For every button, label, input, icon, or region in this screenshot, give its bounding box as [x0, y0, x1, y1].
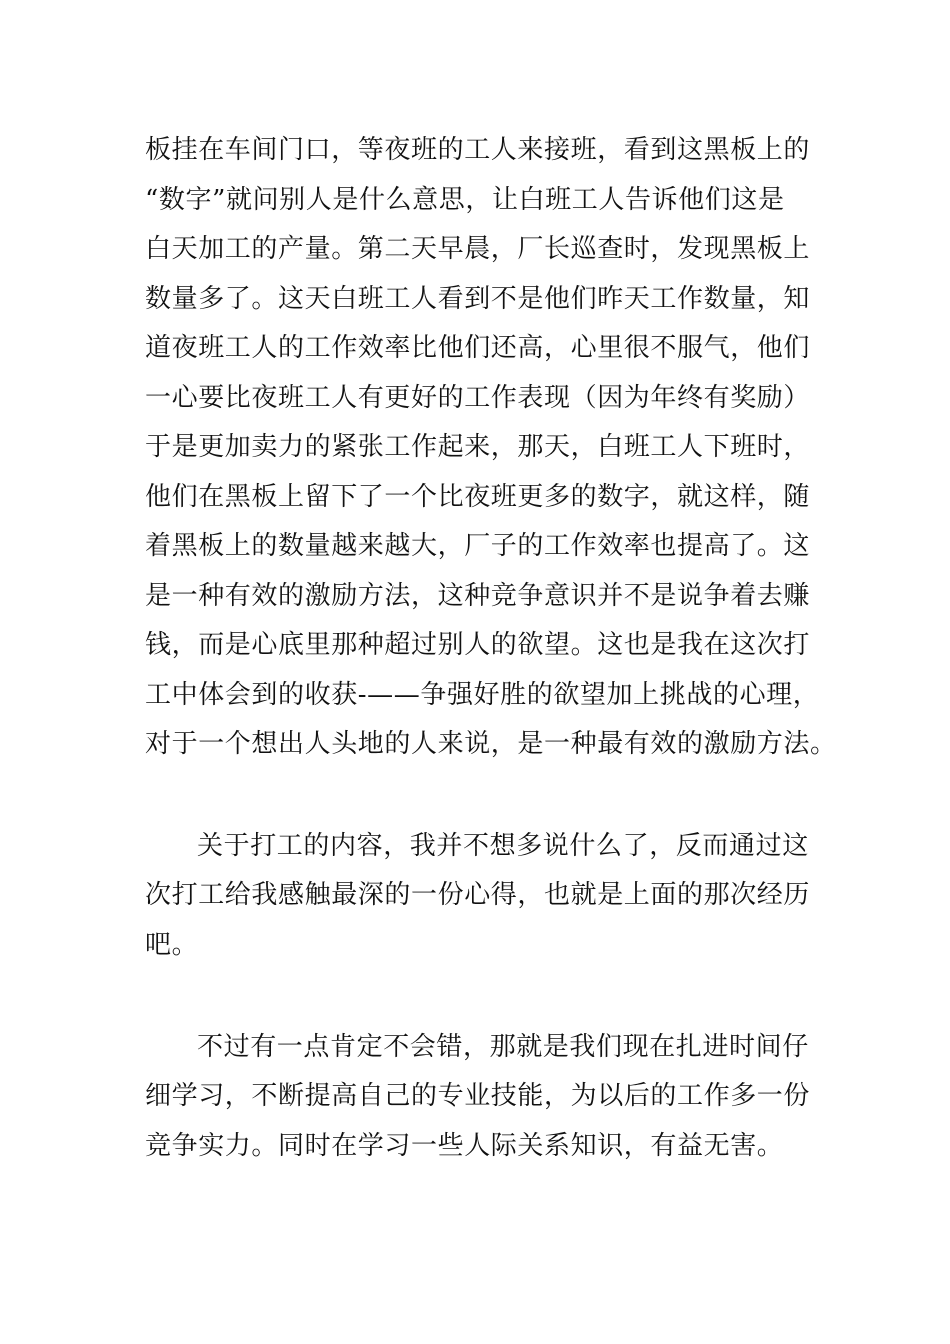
paragraph-1-line-9: 着黑板上的数量越来越大，厂子的工作效率也提高了。这 — [145, 531, 811, 561]
paragraph-1-line-2: “数字”就问别人是什么意思，让白班工人告诉他们这是 — [145, 185, 785, 215]
paragraph-1-line-6: 一心要比夜班工人有更好的工作表现（因为年终有奖励） — [145, 383, 811, 413]
paragraph-1-line-12: 工中体会到的收获-——争强好胜的欲望加上挑战的心理， — [145, 680, 820, 710]
paragraph-1-line-10: 是一种有效的激励方法，这种竞争意识并不是说争着去赚 — [145, 581, 811, 611]
paragraph-2-line-1: 关于打工的内容，我并不想多说什么了，反而通过这 — [197, 831, 809, 861]
paragraph-1-line-3: 白天加工的产量。第二天早晨，厂长巡查时，发现黑板上 — [145, 234, 811, 264]
paragraph-3-line-1: 不过有一点肯定不会错，那就是我们现在扎进时间仔 — [197, 1032, 809, 1062]
paragraph-3-line-2: 细学习，不断提高自己的专业技能，为以后的工作多一份 — [145, 1081, 811, 1111]
paragraph-1-line-11: 钱，而是心底里那种超过别人的欲望。这也是我在这次打 — [145, 630, 811, 660]
paragraph-3-line-3: 竞争实力。同时在学习一些人际关系知识，有益无害。 — [145, 1131, 784, 1161]
paragraph-1-line-13: 对于一个想出人头地的人来说，是一种最有效的激励方法。 — [145, 729, 837, 759]
paragraph-1-line-7: 于是更加卖力的紧张工作起来，那天，白班工人下班时， — [145, 432, 811, 462]
paragraph-2-line-2: 次打工给我感触最深的一份心得，也就是上面的那次经历 — [145, 880, 811, 910]
paragraph-1-line-1: 板挂在车间门口，等夜班的工人来接班，看到这黑板上的 — [145, 135, 811, 165]
paragraph-2-line-3: 吧。 — [145, 930, 199, 960]
paragraph-1-line-4: 数量多了。这天白班工人看到不是他们昨天工作数量，知 — [145, 284, 811, 314]
paragraph-1-line-5: 道夜班工人的工作效率比他们还高，心里很不服气，他们 — [145, 333, 811, 363]
paragraph-1-line-8: 他们在黑板上留下了一个比夜班更多的数字，就这样，随 — [145, 482, 811, 512]
